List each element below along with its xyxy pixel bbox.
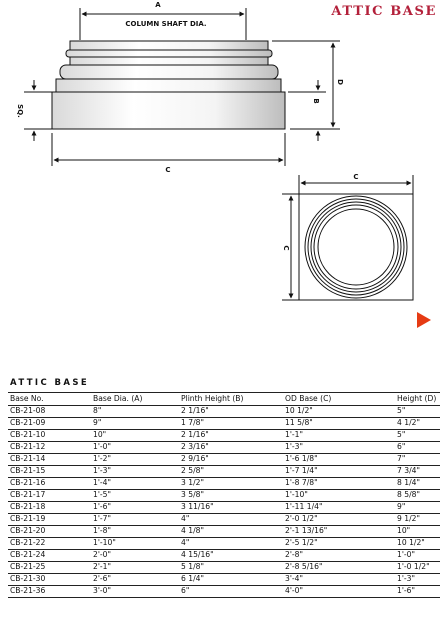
table-cell: 4" <box>179 514 283 526</box>
table-cell: 9" <box>395 502 440 514</box>
table-cell: 4'-0" <box>283 586 395 598</box>
table-row <box>8 478 440 490</box>
table-cell: 3'-4" <box>283 574 395 586</box>
table-title: ATTIC BASE <box>10 378 90 388</box>
column-header: OD Base (C) <box>283 393 395 406</box>
table-cell: 11 5/8" <box>283 418 395 430</box>
table-cell: 1'-2" <box>91 454 179 466</box>
table-cell: 1'-8" <box>91 526 179 538</box>
table-cell: 2 5/8" <box>179 466 283 478</box>
table-cell: 2'-1 13/16" <box>283 526 395 538</box>
label-b: B <box>312 98 320 104</box>
table-cell: 2'-1" <box>91 562 179 574</box>
table-cell: 2 1/16" <box>179 406 283 418</box>
table-cell: 5" <box>395 430 440 442</box>
table-row <box>8 430 440 442</box>
table-row <box>8 442 440 454</box>
table-cell: 6 1/4" <box>179 574 283 586</box>
table-cell: 1'-10" <box>91 538 179 550</box>
page-title: ATTIC BASE <box>331 4 437 19</box>
table-cell: 2'-8 5/16" <box>283 562 395 574</box>
table-cell: 8 5/8" <box>395 490 440 502</box>
label-c-plan-top: C <box>353 173 359 181</box>
table-cell: CB-21-30 <box>8 574 91 586</box>
base-top-fillet <box>70 41 268 50</box>
table-cell: CB-21-24 <box>8 550 91 562</box>
table-cell: 1'-1" <box>283 430 395 442</box>
plinth-square <box>299 194 413 300</box>
table-cell: 8 1/4" <box>395 478 440 490</box>
plinth <box>52 92 285 129</box>
table-row <box>8 418 440 430</box>
table-cell: CB-21-09 <box>8 418 91 430</box>
table-cell: 1'-4" <box>91 478 179 490</box>
table-cell: CB-21-14 <box>8 454 91 466</box>
table-cell: 1'-5" <box>91 490 179 502</box>
table-cell: CB-21-08 <box>8 406 91 418</box>
table-cell: 2'-8" <box>283 550 395 562</box>
table-row <box>8 574 440 586</box>
play-arrow-icon[interactable] <box>417 312 431 328</box>
table-cell: 10 1/2" <box>395 538 440 550</box>
plan-view <box>282 175 413 300</box>
spec-table <box>8 392 440 598</box>
table-cell: 6" <box>179 586 283 598</box>
label-a: A <box>155 1 161 9</box>
table-cell: 2'-6" <box>91 574 179 586</box>
label-c-plan-side: C <box>282 245 290 251</box>
table-cell: 5" <box>395 406 440 418</box>
table-cell: 3 1/2" <box>179 478 283 490</box>
table-cell: 2'-0" <box>91 550 179 562</box>
table-cell: CB-21-16 <box>8 478 91 490</box>
table-row <box>8 562 440 574</box>
table-row <box>8 514 440 526</box>
table-cell: CB-21-25 <box>8 562 91 574</box>
lower-torus <box>60 65 278 79</box>
table-cell: 1'-3" <box>283 442 395 454</box>
table-cell: 1'-6" <box>395 586 440 598</box>
table-cell: 9" <box>91 418 179 430</box>
table-cell: 4 1/8" <box>179 526 283 538</box>
table-cell: CB-21-20 <box>8 526 91 538</box>
elevation-view <box>24 8 340 166</box>
table-cell: CB-21-19 <box>8 514 91 526</box>
plan-ring <box>308 199 404 295</box>
column-header: Base No. <box>8 393 91 406</box>
upper-torus <box>66 50 272 57</box>
plan-ring-outer <box>305 196 407 298</box>
table-cell: 1'-0 1/2" <box>395 562 440 574</box>
table-row <box>8 406 440 418</box>
table-cell: CB-21-18 <box>8 502 91 514</box>
table-cell: 10" <box>91 430 179 442</box>
table-cell: 3'-0" <box>91 586 179 598</box>
scotia <box>70 57 268 65</box>
table-row <box>8 526 440 538</box>
table-cell: CB-21-10 <box>8 430 91 442</box>
table-cell: 4" <box>179 538 283 550</box>
plinth-fillet <box>56 79 281 92</box>
table-cell: 1'-7" <box>91 514 179 526</box>
table-cell: CB-21-36 <box>8 586 91 598</box>
table-cell: 1'-6 1/8" <box>283 454 395 466</box>
table-cell: 1'-3" <box>91 466 179 478</box>
table-cell: 2 3/16" <box>179 442 283 454</box>
plan-ring <box>314 205 398 289</box>
plan-ring-inner <box>318 209 394 285</box>
table-row <box>8 454 440 466</box>
table-row <box>8 538 440 550</box>
table-cell: 6" <box>395 442 440 454</box>
table-cell: 10" <box>395 526 440 538</box>
table-cell: CB-21-17 <box>8 490 91 502</box>
table-cell: 2 1/16" <box>179 430 283 442</box>
table-cell: 1'-10" <box>283 490 395 502</box>
label-d: D <box>336 79 344 85</box>
column-header: Height (D) <box>395 393 440 406</box>
table-cell: 2 9/16" <box>179 454 283 466</box>
column-header: Base Dia. (A) <box>91 393 179 406</box>
table-cell: 1'-6" <box>91 502 179 514</box>
plan-ring <box>311 202 401 292</box>
table-row <box>8 490 440 502</box>
table-cell: 10 1/2" <box>283 406 395 418</box>
column-header: Plinth Height (B) <box>179 393 283 406</box>
table-cell: 5 1/8" <box>179 562 283 574</box>
label-column-shaft-dia: COLUMN SHAFT DIA. <box>125 20 207 28</box>
table-row <box>8 586 440 598</box>
table-cell: 1'-8 7/8" <box>283 478 395 490</box>
table-cell: 4 1/2" <box>395 418 440 430</box>
table-header-row <box>8 393 440 406</box>
table-row <box>8 550 440 562</box>
table-row <box>8 502 440 514</box>
table-cell: 1'-0" <box>395 550 440 562</box>
table-cell: 1'-11 1/4" <box>283 502 395 514</box>
table-cell: 1 7/8" <box>179 418 283 430</box>
table-cell: 8" <box>91 406 179 418</box>
label-c: C <box>165 166 171 174</box>
table-cell: 1'-7 1/4" <box>283 466 395 478</box>
table-cell: 3 11/16" <box>179 502 283 514</box>
table-cell: CB-21-22 <box>8 538 91 550</box>
table-cell: 1'-3" <box>395 574 440 586</box>
table-cell: 4 15/16" <box>179 550 283 562</box>
table-cell: CB-21-12 <box>8 442 91 454</box>
table-cell: 3 5/8" <box>179 490 283 502</box>
table-cell: 7" <box>395 454 440 466</box>
table-cell: CB-21-15 <box>8 466 91 478</box>
table-row <box>8 466 440 478</box>
table-cell: 2'-0 1/2" <box>283 514 395 526</box>
table-cell: 2'-5 1/2" <box>283 538 395 550</box>
table-cell: 9 1/2" <box>395 514 440 526</box>
label-sq: SQ. <box>16 104 24 118</box>
table-cell: 7 3/4" <box>395 466 440 478</box>
table-cell: 1'-0" <box>91 442 179 454</box>
